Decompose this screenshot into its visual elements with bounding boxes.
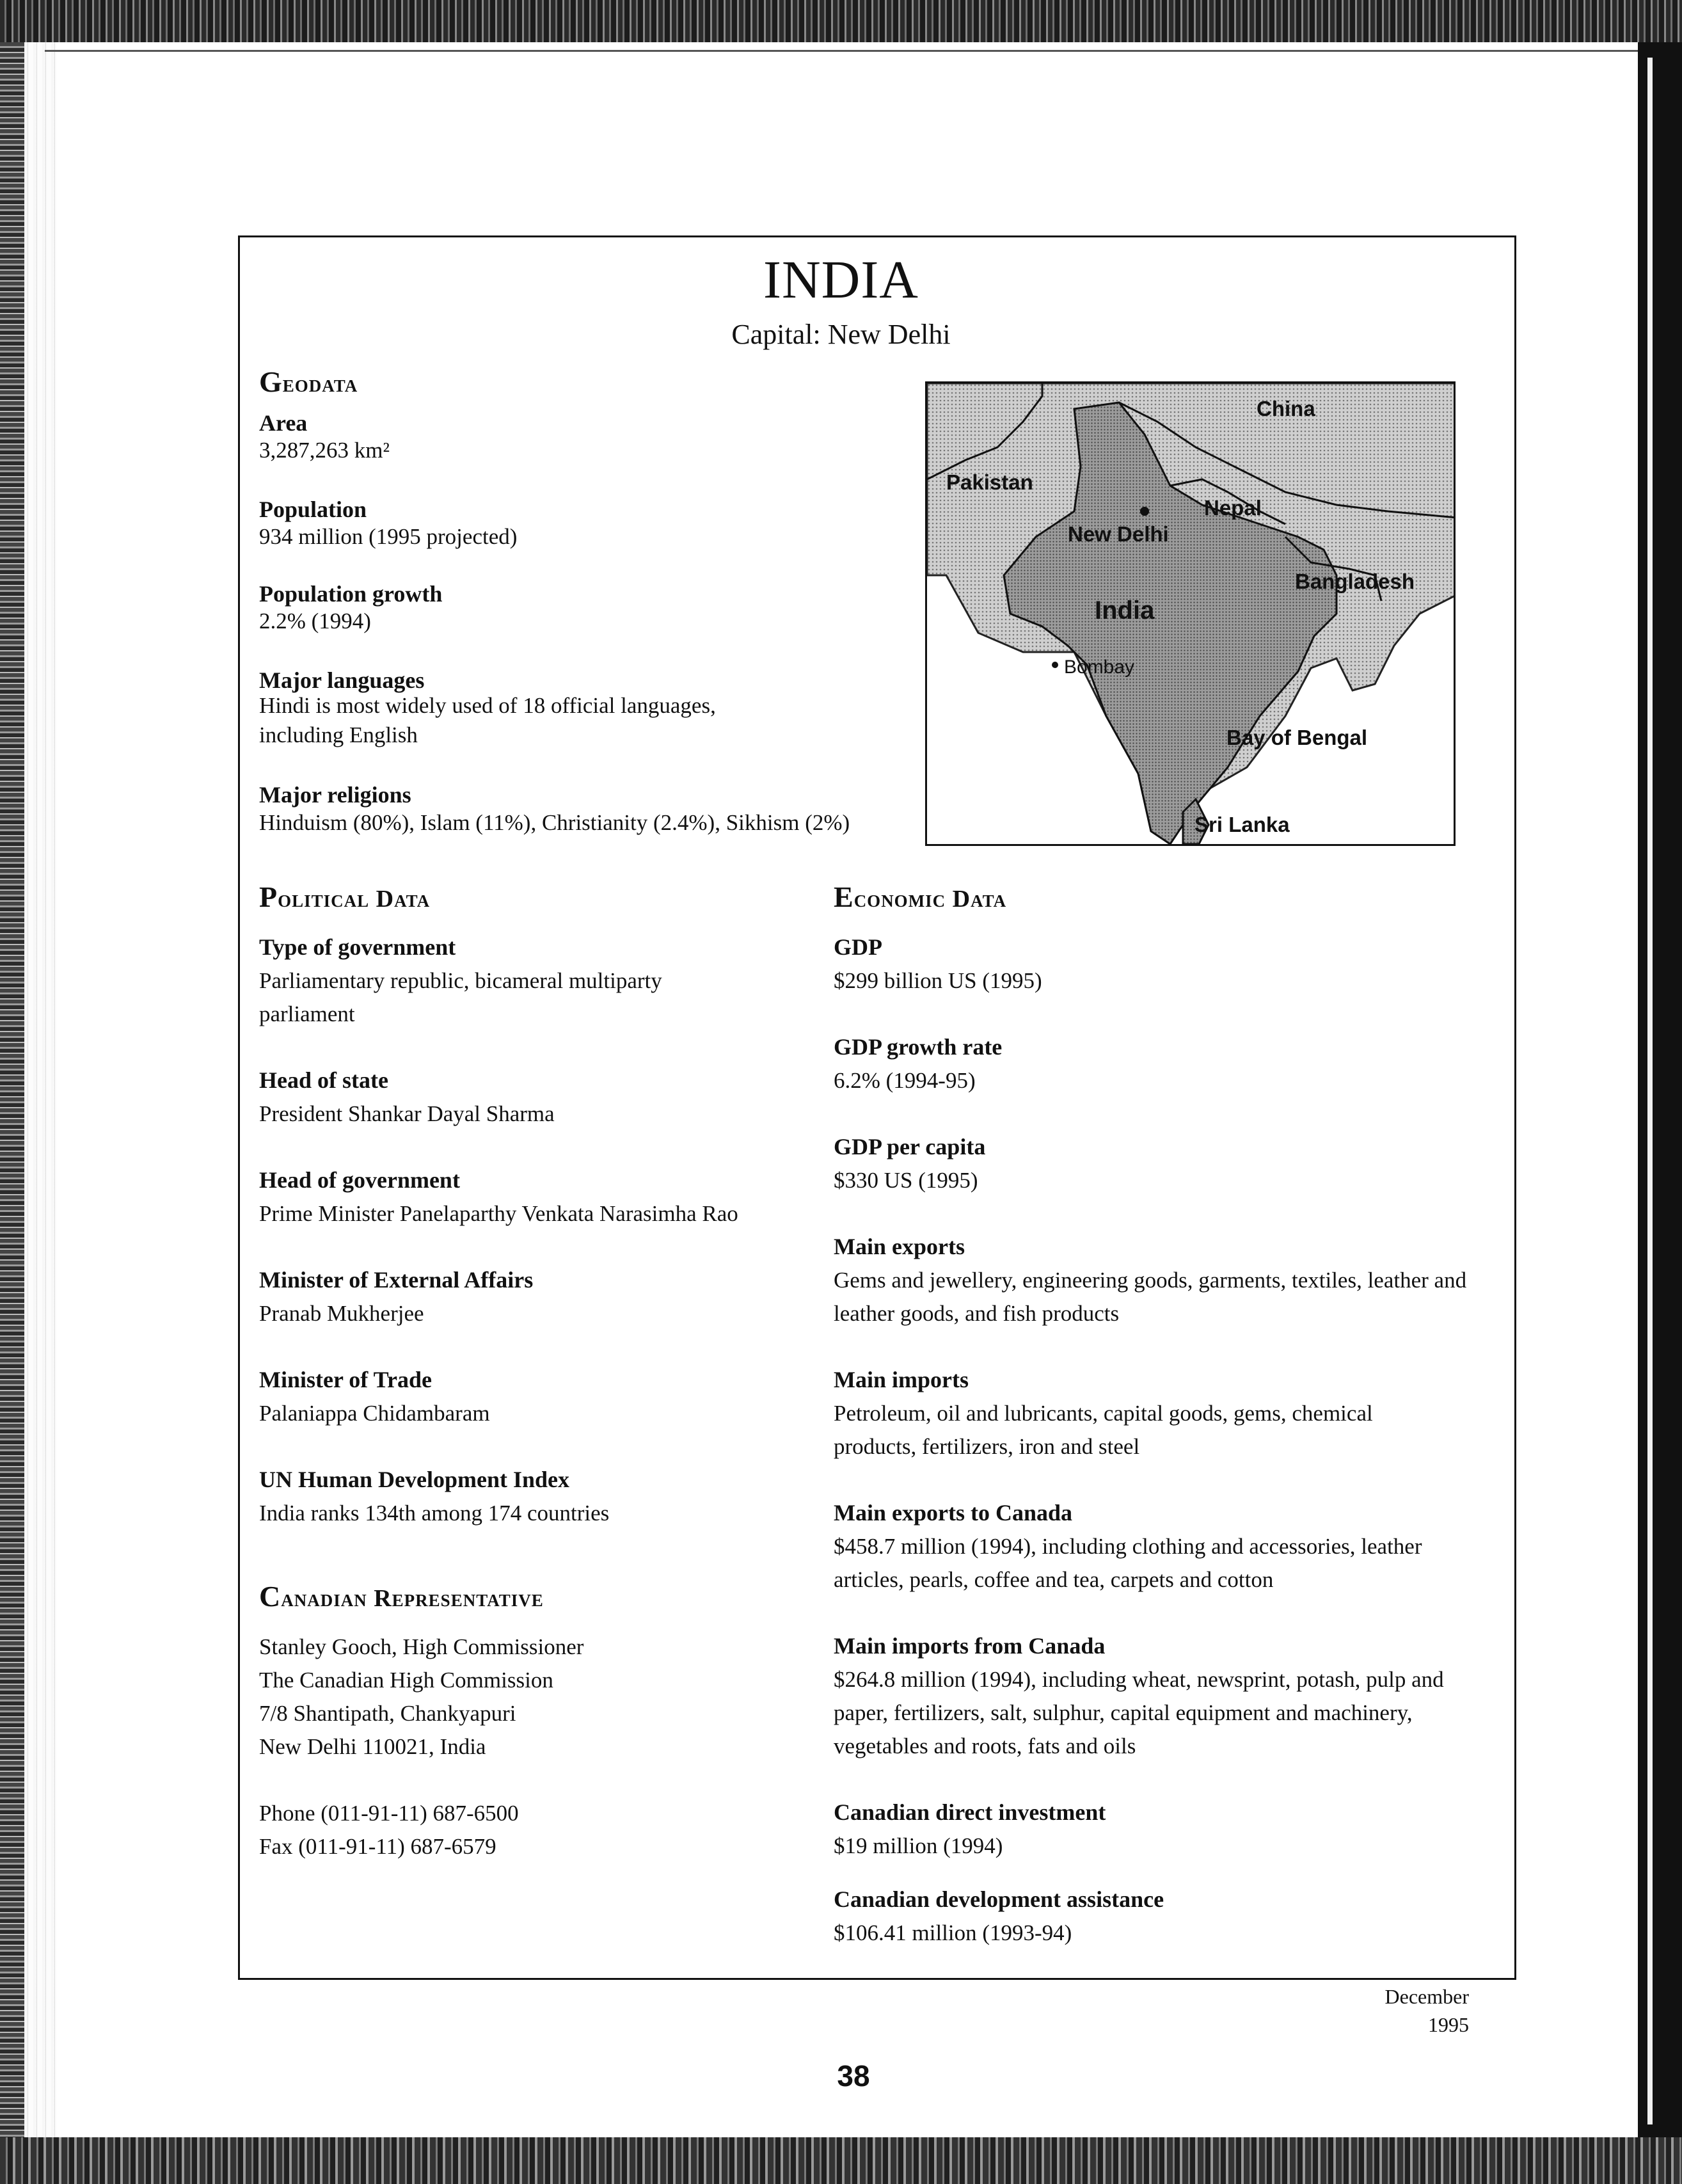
gdp-per-capita-label: GDP per capita xyxy=(834,1134,986,1160)
scan-edge-right xyxy=(1638,42,1682,2137)
page-number: 38 xyxy=(837,2059,870,2092)
issue-date: December 1995 xyxy=(1384,1985,1469,2036)
canadian-representative-heading: Canadian Representative xyxy=(259,1580,544,1613)
type-of-government-label: Type of government xyxy=(259,934,456,960)
economic-data-heading: Economic Data xyxy=(834,881,1007,913)
rep-line-4: New Delhi 110021, India xyxy=(259,1734,486,1759)
page-top-edge xyxy=(45,50,1638,52)
main-imports-label: Main imports xyxy=(834,1367,969,1392)
scan-edge-right-highlight xyxy=(1647,58,1653,2124)
geodata-heading: Geodata xyxy=(259,365,358,398)
rep-line-2: The Canadian High Commission xyxy=(259,1668,553,1693)
map-label-bangladesh: Bangladesh xyxy=(1295,570,1415,593)
rep-phone: Phone (011-91-11) 687-6500 xyxy=(259,1801,519,1826)
area-value: 3,287,263 km² xyxy=(259,438,390,463)
map-label-bay-of-bengal: Bay of Bengal xyxy=(1226,726,1368,749)
main-exports-label: Main exports xyxy=(834,1234,965,1259)
exports-to-canada-label: Main exports to Canada xyxy=(834,1500,1073,1526)
gdp-label: GDP xyxy=(834,934,882,960)
rep-line-1: Stanley Gooch, High Commissioner xyxy=(259,1634,584,1659)
political-data-heading: Political Data xyxy=(259,881,431,913)
major-religions-value: Hinduism (80%), Islam (11%), Christianity (2.4%), Sikhism (2%) xyxy=(259,810,850,835)
gdp-growth-value: 6.2% (1994-95) xyxy=(834,1068,976,1093)
main-exports-value: Gems and jewellery, engineering goods, garments, textiles, leather and leather goods, and fish products xyxy=(834,1268,1467,1326)
minister-external-affairs-value: Pranab Mukherjee xyxy=(259,1301,424,1326)
bombay-dot xyxy=(1052,662,1058,668)
major-languages-label: Major languages xyxy=(259,667,425,693)
gdp-value: $299 billion US (1995) xyxy=(834,968,1042,993)
map-label-sri-lanka: Sri Lanka xyxy=(1194,813,1290,836)
capital-subtitle: Capital: New Delhi xyxy=(731,319,951,350)
area-label: Area xyxy=(259,410,308,436)
un-hdi-value: India ranks 134th among 174 countries xyxy=(259,1501,610,1526)
population-growth-value: 2.2% (1994) xyxy=(259,609,371,634)
canadian-direct-investment-value: $19 million (1994) xyxy=(834,1833,1003,1858)
minister-of-trade-value: Palaniappa Chidambaram xyxy=(259,1401,490,1426)
scan-edge-bottom xyxy=(0,2137,1682,2184)
un-hdi-label: UN Human Development Index xyxy=(259,1467,570,1492)
map-label-nepal: Nepal xyxy=(1204,496,1262,520)
map-label-pakistan: Pakistan xyxy=(946,470,1033,494)
population-label: Population xyxy=(259,497,367,522)
main-imports-value: Petroleum, oil and lubricants, capital goods, gems, chemical products, fertilizers, iron and steel xyxy=(834,1401,1373,1459)
imports-from-canada-label: Main imports from Canada xyxy=(834,1633,1106,1659)
map-label-india: India xyxy=(1095,596,1155,625)
india-map xyxy=(925,381,1456,846)
rep-fax: Fax (011-91-11) 687-6579 xyxy=(259,1834,496,1859)
map-label-new-delhi: New Delhi xyxy=(1068,522,1169,546)
imports-from-canada-value: $264.8 million (1994), including wheat, newsprint, potash, pulp and paper, fertilizers, salt, sulphur, capital equipment and machinery, vegetables and roots, fats and oils xyxy=(834,1667,1444,1758)
gdp-per-capita-value: $330 US (1995) xyxy=(834,1168,978,1193)
map-label-china: China xyxy=(1257,397,1315,420)
population-value: 934 million (1995 projected) xyxy=(259,524,518,549)
new-delhi-dot xyxy=(1140,507,1149,516)
head-of-government-value: Prime Minister Panelaparthy Venkata Narasimha Rao xyxy=(259,1201,738,1226)
population-growth-label: Population growth xyxy=(259,581,443,607)
major-languages-value: Hindi is most widely used of 18 official languages, including English xyxy=(259,693,716,747)
type-of-government-value: Parliamentary republic, bicameral multiparty parliament xyxy=(259,968,662,1026)
minister-of-trade-label: Minister of Trade xyxy=(259,1367,432,1392)
map-label-bombay: Bombay xyxy=(1064,657,1135,678)
rep-line-3: 7/8 Shantipath, Chankyapuri xyxy=(259,1701,516,1726)
scan-edge-left xyxy=(0,42,24,2137)
gdp-growth-label: GDP growth rate xyxy=(834,1034,1003,1060)
major-religions-label: Major religions xyxy=(259,782,411,808)
canadian-development-assistance-value: $106.41 million (1993-94) xyxy=(834,1920,1072,1945)
minister-external-affairs-label: Minister of External Affairs xyxy=(259,1267,534,1293)
scan-binding-shadow xyxy=(24,42,56,2137)
india-map-graphic xyxy=(927,383,1456,846)
exports-to-canada-value: $458.7 million (1994), including clothing and accessories, leather articles, pearls, coffee and tea, carpets and cotton xyxy=(834,1534,1422,1592)
scan-edge-top xyxy=(0,0,1682,42)
head-of-state-value: President Shankar Dayal Sharma xyxy=(259,1101,555,1126)
canadian-development-assistance-label: Canadian development assistance xyxy=(834,1886,1164,1912)
head-of-government-label: Head of government xyxy=(259,1167,460,1193)
page-title: INDIA xyxy=(763,250,919,310)
canadian-direct-investment-label: Canadian direct investment xyxy=(834,1799,1106,1825)
head-of-state-label: Head of state xyxy=(259,1067,388,1093)
